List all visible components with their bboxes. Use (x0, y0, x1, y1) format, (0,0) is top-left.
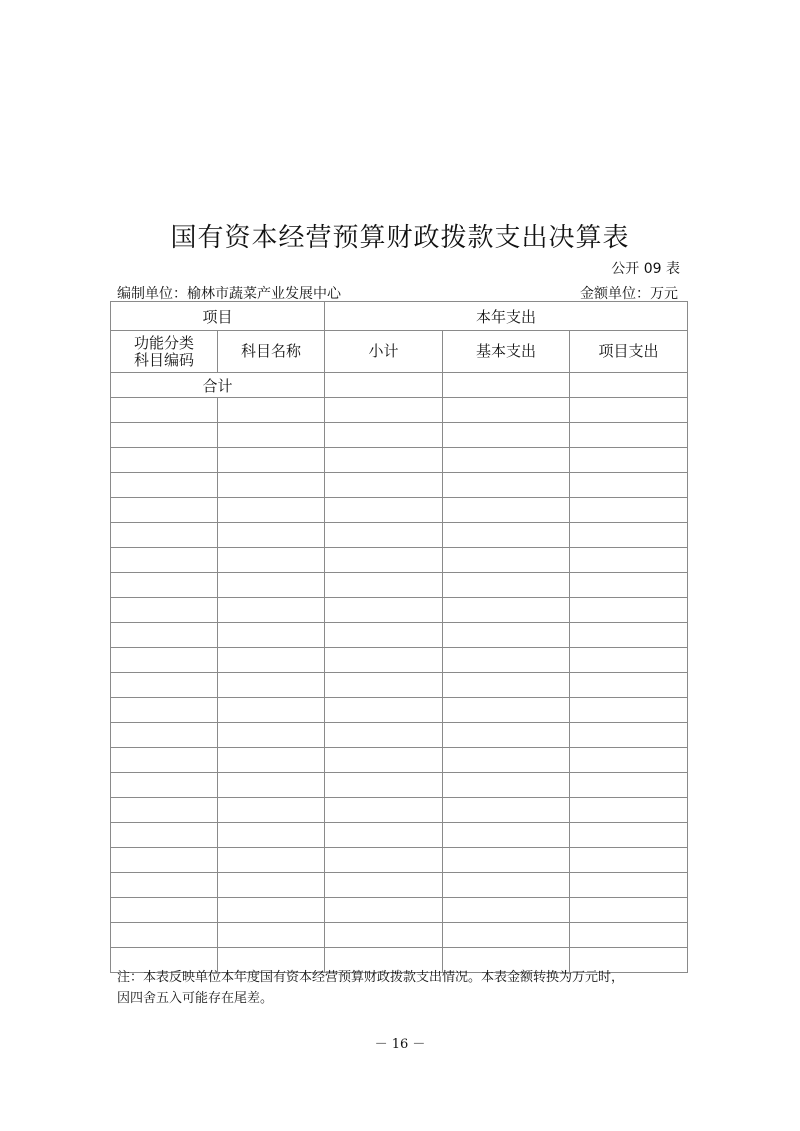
table-row (111, 923, 688, 948)
cell-subject-name (218, 548, 325, 573)
table-row (111, 898, 688, 923)
cell-basic (443, 723, 570, 748)
footnote-line-1: 注：本表反映单位本年度国有资本经营预算财政拨款支出情况。本表金额转换为万元时， (117, 970, 625, 985)
table-row (111, 873, 688, 898)
cell-basic (443, 798, 570, 823)
cell-subtotal (325, 723, 443, 748)
cell-subject-name (218, 448, 325, 473)
table-row (111, 398, 688, 423)
cell-subtotal (325, 648, 443, 673)
header-project-expenditure: 项目支出 (570, 331, 688, 373)
table-row (111, 623, 688, 648)
cell-basic (443, 898, 570, 923)
table-row (111, 698, 688, 723)
table-row (111, 748, 688, 773)
cell-basic (443, 423, 570, 448)
cell-function-code (111, 548, 218, 573)
cell-subtotal (325, 798, 443, 823)
table-row (111, 548, 688, 573)
cell-subject-name (218, 498, 325, 523)
cell-subtotal (325, 423, 443, 448)
header-function-code-line2: 科目编码 (133, 350, 194, 369)
cell-subject-name (218, 873, 325, 898)
header-item: 项目 (111, 302, 325, 331)
cell-function-code (111, 923, 218, 948)
amount-unit: 金额单位：万元 (580, 286, 678, 302)
cell-subtotal (325, 448, 443, 473)
cell-subject-name (218, 773, 325, 798)
cell-project (570, 398, 688, 423)
cell-subtotal (325, 923, 443, 948)
cell-subject-name (218, 648, 325, 673)
cell-project (570, 748, 688, 773)
cell-function-code (111, 623, 218, 648)
cell-basic (443, 848, 570, 873)
cell-function-code (111, 723, 218, 748)
cell-subject-name (218, 723, 325, 748)
cell-function-code (111, 598, 218, 623)
cell-project (570, 848, 688, 873)
cell-function-code (111, 423, 218, 448)
compiling-unit: 编制单位：榆林市蔬菜产业发展中心 (117, 286, 341, 302)
cell-basic (443, 523, 570, 548)
table-row (111, 498, 688, 523)
cell-basic (443, 773, 570, 798)
cell-project (570, 448, 688, 473)
table-row (111, 773, 688, 798)
cell-project (570, 573, 688, 598)
cell-subject-name (218, 898, 325, 923)
table-row (111, 848, 688, 873)
cell-basic (443, 573, 570, 598)
cell-function-code (111, 748, 218, 773)
cell-function-code (111, 648, 218, 673)
cell-basic (443, 698, 570, 723)
cell-subtotal (325, 398, 443, 423)
cell-subtotal (325, 898, 443, 923)
cell-function-code (111, 498, 218, 523)
cell-project (570, 548, 688, 573)
cell-function-code (111, 523, 218, 548)
total-label: 合计 (111, 373, 325, 398)
cell-subtotal (325, 623, 443, 648)
cell-project (570, 498, 688, 523)
cell-function-code (111, 798, 218, 823)
cell-subject-name (218, 523, 325, 548)
cell-subtotal (325, 698, 443, 723)
cell-basic (443, 923, 570, 948)
cell-function-code (111, 773, 218, 798)
cell-basic (443, 648, 570, 673)
cell-function-code (111, 698, 218, 723)
cell-subtotal (325, 548, 443, 573)
header-current-year: 本年支出 (325, 302, 688, 331)
cell-function-code (111, 873, 218, 898)
cell-subject-name (218, 573, 325, 598)
cell-subtotal (325, 848, 443, 873)
cell-basic (443, 623, 570, 648)
cell-function-code (111, 673, 218, 698)
cell-project (570, 623, 688, 648)
cell-basic (443, 448, 570, 473)
table-row (111, 798, 688, 823)
cell-function-code (111, 398, 218, 423)
cell-function-code (111, 573, 218, 598)
cell-basic (443, 748, 570, 773)
cell-project (570, 523, 688, 548)
header-row-sub (111, 331, 688, 373)
cell-subtotal (325, 473, 443, 498)
cell-function-code (111, 823, 218, 848)
table-row (111, 523, 688, 548)
cell-function-code (111, 448, 218, 473)
cell-project (570, 873, 688, 898)
cell-subject-name (218, 798, 325, 823)
header-subtotal: 小计 (325, 331, 443, 373)
total-row (111, 373, 688, 398)
cell-project (570, 473, 688, 498)
footnote-line-2: 因四舍五入可能存在尾差。 (117, 991, 274, 1006)
cell-basic (443, 673, 570, 698)
cell-subject-name (218, 698, 325, 723)
cell-subject-name (218, 623, 325, 648)
cell-basic (443, 873, 570, 898)
cell-project (570, 698, 688, 723)
cell-subject-name (218, 823, 325, 848)
table-row (111, 598, 688, 623)
page-title: 国有资本经营预算财政拨款支出决算表 (170, 223, 630, 253)
cell-subject-name (218, 423, 325, 448)
cell-subtotal (325, 598, 443, 623)
header-row-top (111, 302, 688, 331)
footnote (117, 967, 697, 1009)
cell-subject-name (218, 473, 325, 498)
page-number: － 16 － (374, 1037, 426, 1052)
cell-subtotal (325, 773, 443, 798)
cell-basic (443, 548, 570, 573)
cell-subtotal (325, 673, 443, 698)
cell-function-code (111, 898, 218, 923)
cell-project (570, 923, 688, 948)
form-number: 公开 09 表 (611, 261, 680, 277)
table-row (111, 448, 688, 473)
table-row (111, 573, 688, 598)
cell-subject-name (218, 748, 325, 773)
cell-subtotal (325, 523, 443, 548)
table-row (111, 423, 688, 448)
table-row (111, 473, 688, 498)
cell-function-code (111, 848, 218, 873)
header-function-code-line1: 功能分类 (133, 333, 194, 352)
cell-project (570, 798, 688, 823)
cell-project (570, 823, 688, 848)
cell-subject-name (218, 848, 325, 873)
cell-basic (443, 823, 570, 848)
total-project (570, 373, 688, 398)
table-row (111, 648, 688, 673)
table-row (111, 723, 688, 748)
cell-subtotal (325, 573, 443, 598)
cell-basic (443, 598, 570, 623)
cell-project (570, 423, 688, 448)
cell-project (570, 673, 688, 698)
table-row (111, 673, 688, 698)
cell-project (570, 773, 688, 798)
cell-subtotal (325, 498, 443, 523)
cell-subject-name (218, 398, 325, 423)
table-row (111, 823, 688, 848)
cell-subtotal (325, 823, 443, 848)
total-subtotal (325, 373, 443, 398)
cell-subject-name (218, 598, 325, 623)
cell-subtotal (325, 873, 443, 898)
cell-basic (443, 498, 570, 523)
cell-project (570, 598, 688, 623)
cell-basic (443, 398, 570, 423)
cell-subtotal (325, 748, 443, 773)
header-function-code (111, 331, 218, 373)
header-basic-expenditure: 基本支出 (443, 331, 570, 373)
cell-basic (443, 473, 570, 498)
cell-function-code (111, 473, 218, 498)
header-subject-name: 科目名称 (218, 331, 325, 373)
cell-project (570, 898, 688, 923)
cell-subject-name (218, 923, 325, 948)
expenditure-table (110, 301, 688, 973)
cell-project (570, 723, 688, 748)
cell-subject-name (218, 673, 325, 698)
cell-project (570, 648, 688, 673)
total-basic (443, 373, 570, 398)
